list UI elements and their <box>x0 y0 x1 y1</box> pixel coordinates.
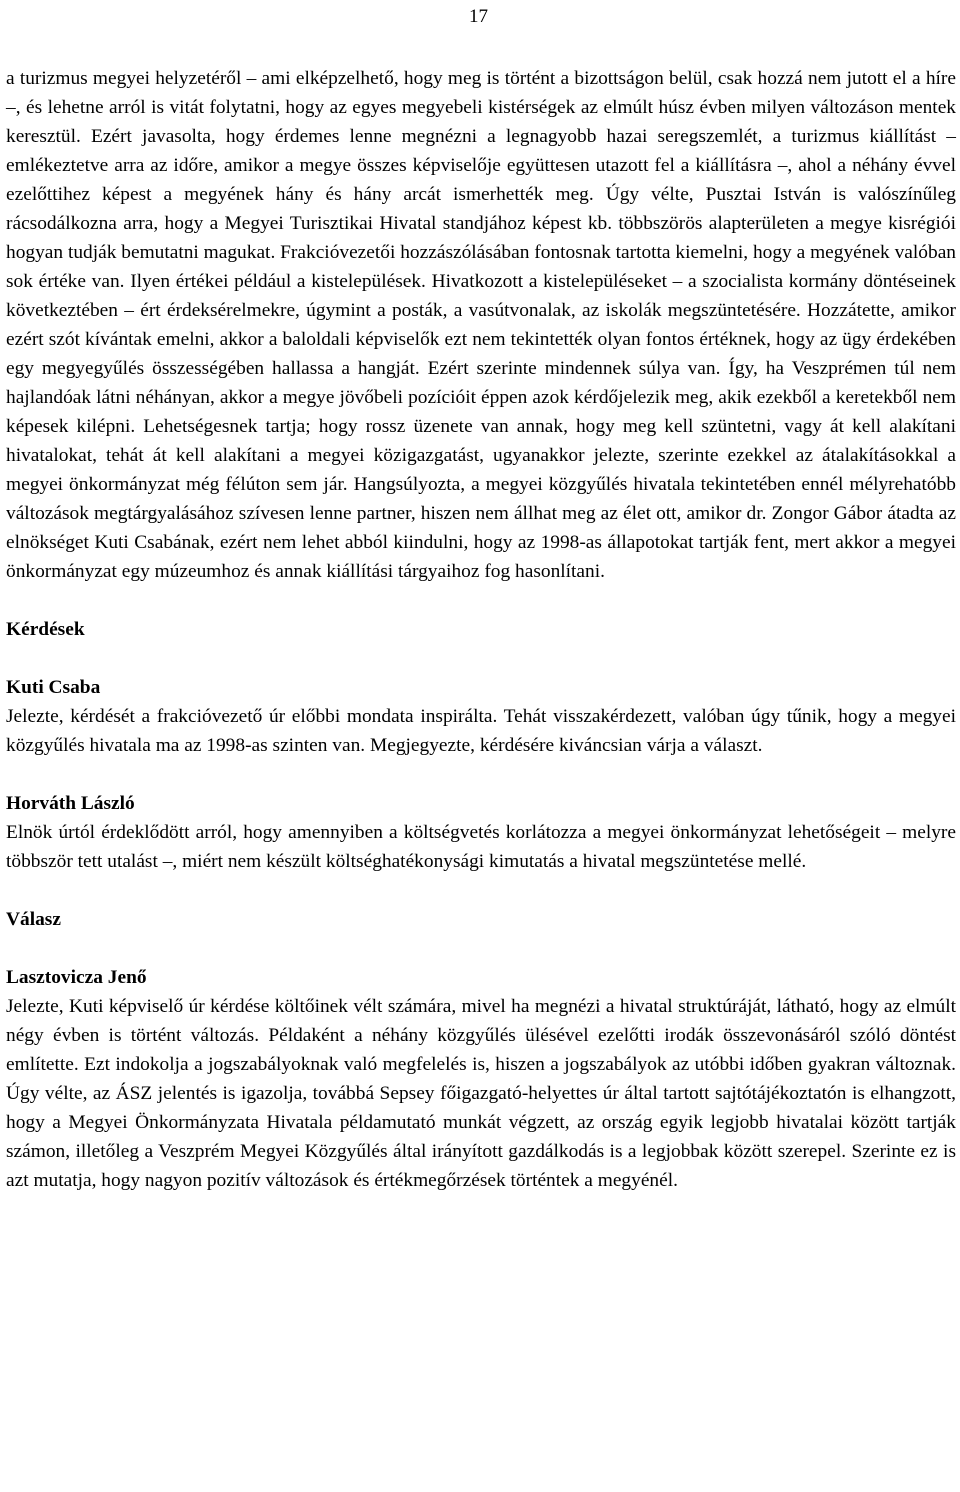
page-number: 17 <box>469 6 488 27</box>
answer-heading: Válasz <box>6 909 61 930</box>
speaker-text-kuti-csaba: Jelezte, kérdését a frakcióvezető úr előbbi mondata inspirálta. Tehát visszakérdezett, valóban úgy tűnik, hogy a megyei közgyűlés hivatala ma az 1998-as szinten van. Megjegyezte, kérdésére kiváncsian várja a választ. <box>6 706 956 756</box>
speaker-name-lasztovicza-jeno: Lasztovicza Jenő <box>6 967 147 988</box>
speaker-name-horvath-laszlo: Horváth László <box>6 793 135 814</box>
document-body <box>6 64 956 1195</box>
questions-heading: Kérdések <box>6 619 85 640</box>
speaker-text-lasztovicza-jeno: Jelezte, Kuti képviselő úr kérdése költőinek vélt számára, mivel ha megnézi a hivatal struktúráját, látható, hogy az elmúlt négy évben is történt változás. Példaként a néhány közgyűlés ülésével ezelőtti irodák összevonásáról szóló döntést említette. Ezt indokolja a jogszabályoknak való megfelelés is, hiszen a jogszabályok az utóbbi időben gyakran változnak. Úgy vélte, az ÁSZ jelentés is igazolja, továbbá Sepsey főigazgató-helyettes úr által tartott sajtótájékoztatón is elhangzott, hogy a Megyei Önkormányzata Hivatala példamutató munkát végzett, az ország egyik legjobb hivatalai között tartják számon, illetőleg a Veszprém Megyei Közgyűlés által irányított gazdálkodás is a legjobbak között szerepel. Szerinte ez is azt mutatja, hogy nagyon pozitív változások és értékmegőrzések történtek a megyénél. <box>6 996 956 1191</box>
speaker-text-horvath-laszlo: Elnök úrtól érdeklődött arról, hogy amennyiben a költségvetés korlátozza a megyei önkormányzat lehetőségeit – melyre többször tett utalást –, miért nem készült költséghatékonysági kimutatás a hivatal megszüntetése mellé. <box>6 822 956 872</box>
intro-paragraph: a turizmus megyei helyzetéről – ami elképzelhető, hogy meg is történt a bizottságon belül, csak hozzá nem jutott el a híre –, és lehetne arról is vitát folytatni, hogy az egyes megyebeli kistérségek az elmúlt húsz évben milyen változáson mentek keresztül. Ezért javasolta, hogy érdemes lenne megnézni a legnagyobb hazai seregszemlét, a turizmus kiállítást – emlékeztetve arra az időre, amikor a megye összes képviselője együttesen utazott fel a kiállításra –, ahol a néhány évvel ezelőttihez képest a megyének hány és hány arcát ismerhették meg. Úgy vélte, Pusztai István is valószínűleg rácsodálkozna arra, hogy a Megyei Turisztikai Hivatal standjához képest kb. többszörös alapterületen a megye kisrégiói hogyan tudják bemutatni magukat. Frakcióvezetői hozzászólásában fontosnak tartotta kiemelni, hogy a megyének valóban sok értéke van. Ilyen értékei például a kistelepülések. Hivatkozott a kistelepüléseket – a szocialista kormány döntéseinek következtében – ért érdeksérelmekre, úgymint a posták, a vasútvonalak, az iskolák megszüntetésére. Hozzátette, amikor ezért szót kívántak emelni, akkor a baloldali képviselők ezt nem tekintették olyan fontos értéknek, hogy az ügy érdekében egy megyegyűlés összességében hallassa a hangját. Ezért szerinte mindennek súlya van. Így, ha Veszprémen túl nem hajlandóak látni néhányan, akkor a megye jövőbeli pozícióit éppen azok kérdőjelezik meg, akik ezekből a keretekből nem képesek kilépni. Lehetségesnek tartja; hogy rossz üzenete van annak, hogy meg kell szüntetni, vagy át kell alakítani hivatalokat, tehát át kell alakítani a megyei közigazgatást, ugyanakkor jelezte, szerinte ezekkel az átalakításokkal a megyei önkormányzat még félúton sem jár. Hangsúlyozta, a megyei közgyűlés hivatala tekintetében ennél mélyrehatóbb változások megtárgyalásához szívesen lenne partner, hiszen nem állhat meg az élet ott, amikor dr. Zongor Gábor átadta az elnökséget Kuti Csabának, ezért nem lehet abból kiindulni, hogy az 1998-as állapotokat tartják fent, mert akkor a megyei önkormányzat egy múzeumhoz és annak kiállítási tárgyaihoz fog hasonlítani. <box>6 68 956 582</box>
speaker-name-kuti-csaba: Kuti Csaba <box>6 677 101 698</box>
